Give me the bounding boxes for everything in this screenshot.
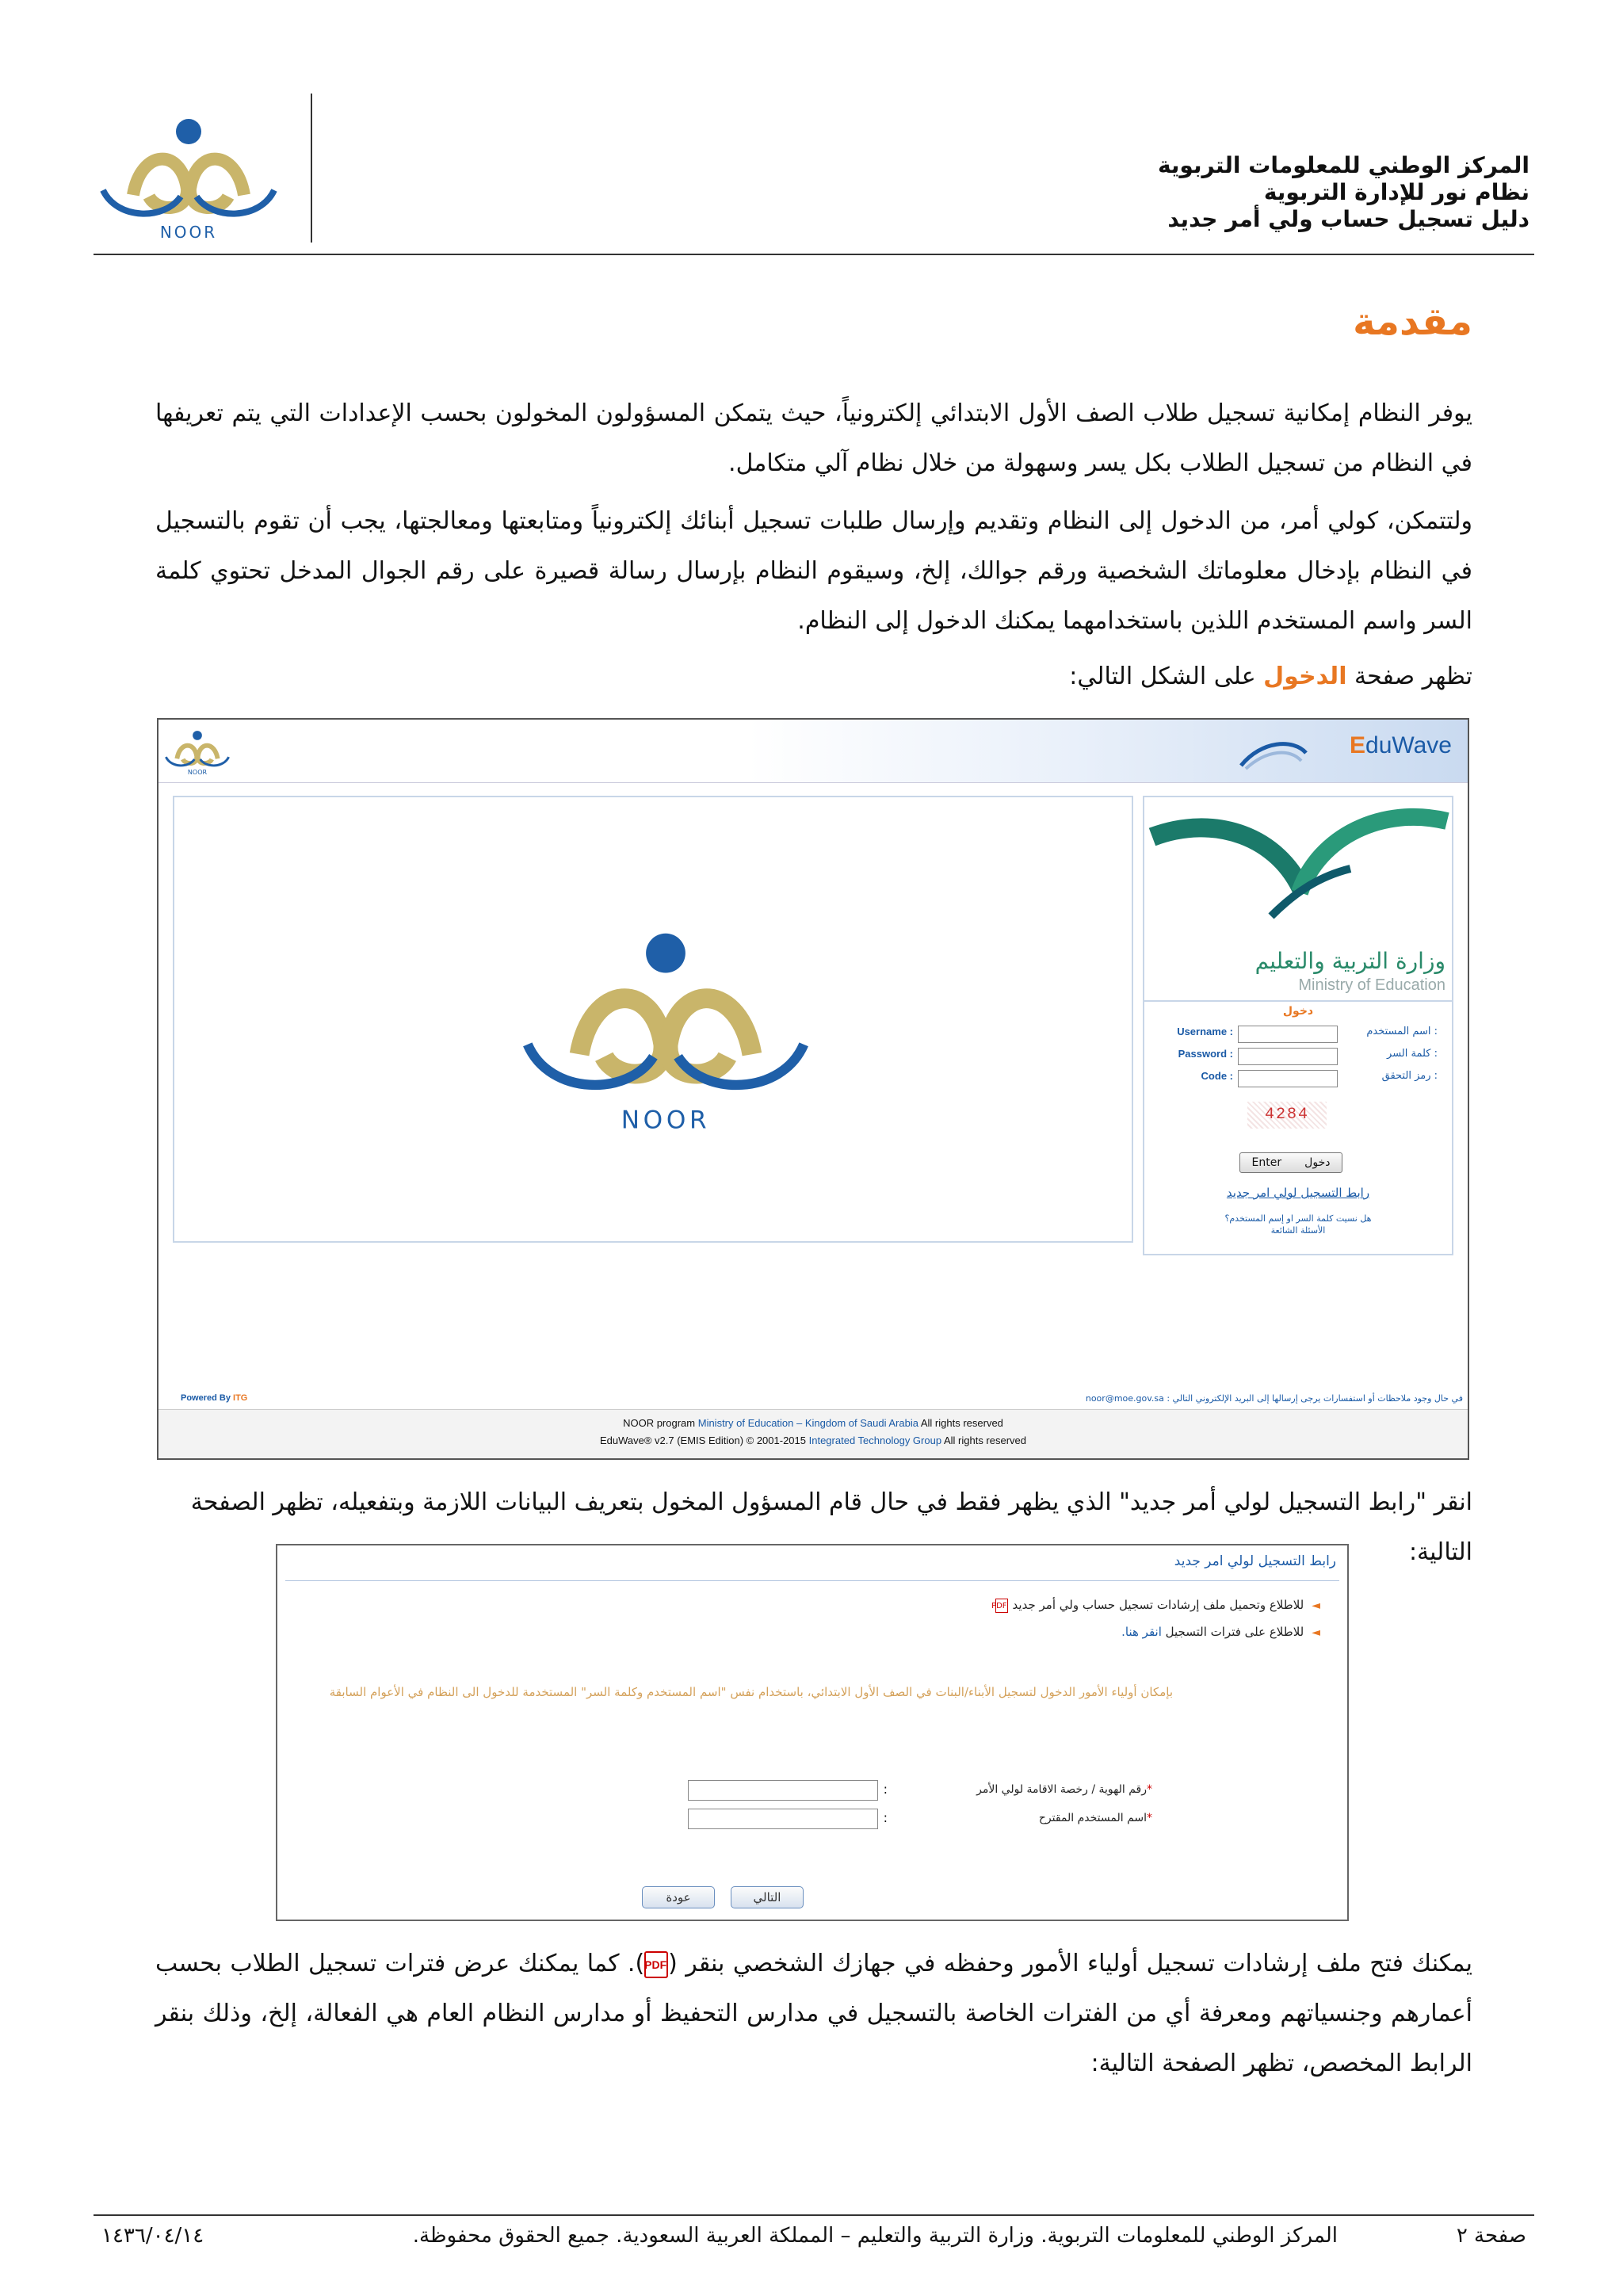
id-field-text: رقم الهوية / رخصة الاقامة لولي الأمر (976, 1783, 1147, 1796)
forgot-password-link[interactable]: هل نسيت كلمة السر او إسم المستخدم؟ (1224, 1213, 1372, 1224)
id-field-label (976, 1783, 1152, 1796)
arrow-left-icon: ◄ (1312, 1626, 1320, 1639)
registration-page-screenshot (276, 1544, 1349, 1921)
intro-paragraph-1: يوفر النظام إمكانية تسجيل طلاب الصف الأول الابتدائي إلكترونياً، حيث يتمكن المسؤولون المخولون بحسب الإعدادات التي يتم تعريفها في النظام من تسجيل الطلاب بكل يسر وسهولة من خلال نظام آلي متكامل. (155, 399, 1472, 477)
small-noor-text: NOOR (187, 769, 208, 777)
username-row (1149, 1026, 1447, 1045)
header-title-guide: دليل تسجيل حساب ولي أمر جديد (1167, 206, 1529, 232)
noor-logo-pane (173, 796, 1133, 1243)
closing-paragraph (155, 1939, 1472, 2088)
footer-line-1 (158, 1415, 1468, 1432)
login-form (1144, 1000, 1452, 1255)
noor-logo-icon (94, 101, 284, 244)
pdf-icon: PDF (644, 1951, 668, 1978)
username-field-label (1039, 1812, 1152, 1824)
returning-parents-note: بإمكان أولياء الأمور الدخول لتسجيل الأبناء/البنات في الصف الأول الابتدائي، باستخدام نفس "اسم المستخدم وكلمة السر" المستخدمة للدخول الى النظام في الأعوام السابقة (329, 1685, 1173, 1699)
big-noor-logo-icon (515, 916, 816, 1138)
arrow-left-icon: ◄ (1312, 1599, 1320, 1612)
new-guardian-registration-link[interactable]: رابط التسجيل لولي امر جديد (1226, 1186, 1370, 1200)
back-button[interactable]: عودة (642, 1886, 715, 1908)
forgot-links (1144, 1213, 1452, 1236)
faq-link[interactable]: الأسئلة الشائعة (1270, 1225, 1326, 1236)
intro-paragraph-2: ولتتمكن، كولي أمر، من الدخول إلى النظام وتقديم وإرسال طلبات تسجيل أبنائك إلكترونياً ومتابعتها ومعالجتها، يجب أن تقوم بالتسجيل في النظام بإدخال معلوماتك الشخصية ورقم جوالك، إلخ، وسيقوم النظام بإرسال رسالة قصيرة على رقم الجوال المدخل تحتوي كلمة السر واسم المستخدم اللذين باستخدامهما يمكنك الدخول إلى النظام. (155, 507, 1472, 635)
guide-download-text: للاطلاع وتحميل ملف إرشادات تسجيل حساب ولي أمر جديد (1012, 1598, 1304, 1612)
next-button[interactable]: التالي (731, 1886, 804, 1908)
click-here-link[interactable]: انقر هنا. (1121, 1625, 1162, 1639)
header-divider (311, 94, 312, 243)
login-side-pane (1143, 796, 1453, 1255)
required-mark: * (1147, 1812, 1152, 1824)
suggested-username-input[interactable] (688, 1809, 878, 1829)
colon: : (883, 1782, 888, 1797)
login-form-title: دخول (1282, 1005, 1314, 1018)
login-page-screenshot (157, 718, 1469, 1460)
instruction-paragraph: انقر "رابط التسجيل لولي أمر جديد" الذي يظهر فقط في حال قام المسؤول المخول بتعريف البيانات اللازمة وبتفعيله، تظهر الصفحة التالية: (190, 1488, 1472, 1566)
moe-logo-icon (1144, 797, 1455, 940)
eduwave-rest: duWave (1365, 732, 1452, 758)
footer1-rights: All rights reserved (920, 1417, 1003, 1429)
code-label-en: Code : (1201, 1070, 1233, 1082)
header-title-system: نظام نور للإدارة التربوية (1263, 179, 1529, 205)
big-noor-text: NOOR (621, 1106, 711, 1135)
small-noor-logo-icon (162, 724, 233, 777)
intro-paragraph-3 (155, 651, 1472, 701)
para3-after: على الشكل التالي: (1069, 663, 1264, 690)
password-label-ar: : كلمة السر (1387, 1048, 1438, 1060)
login-footer (158, 1409, 1468, 1460)
registration-periods-text: للاطلاع على فترات التسجيل (1165, 1625, 1304, 1639)
login-highlight: الدخول (1263, 663, 1347, 690)
username-field-text: اسم المستخدم المقترح (1038, 1812, 1147, 1824)
title-divider (285, 1580, 1339, 1581)
header-titles (1158, 152, 1529, 233)
guardian-id-input[interactable] (688, 1780, 878, 1801)
enter-button-en: Enter (1251, 1156, 1282, 1169)
registration-page-title: رابط التسجيل لولي امر جديد (1174, 1553, 1336, 1569)
header-rule (94, 254, 1534, 255)
registration-periods-item (1121, 1625, 1320, 1639)
code-label-ar: : رمز التحقق (1381, 1070, 1438, 1082)
username-label-en: Username : (1177, 1026, 1233, 1037)
password-row (1149, 1048, 1447, 1067)
page-header (94, 86, 1534, 258)
footer2-rights: All rights reserved (943, 1435, 1027, 1446)
colon: : (883, 1810, 888, 1825)
page-number: صفحة ٢ (1456, 2224, 1526, 2248)
footer-line-2 (158, 1432, 1468, 1450)
eduwave-logo (1350, 732, 1452, 759)
footer2-company[interactable]: Integrated Technology Group (808, 1435, 942, 1446)
header-title-center: المركز الوطني للمعلومات التربوية (1157, 152, 1529, 178)
username-label-ar: : اسم المستخدم (1366, 1026, 1438, 1037)
contact-email-text: في حال وجود ملاحظات أو استفسارات يرجى إرسالها إلى البريد الإلكتروني التالي : noor@moe.gov.sa (1085, 1393, 1463, 1404)
code-row (1149, 1070, 1447, 1089)
captcha-image: 4284 (1247, 1102, 1327, 1129)
footer1-program: NOOR program (623, 1417, 696, 1429)
section-title: مقدمة (1353, 300, 1472, 344)
para3-before: تظهر صفحة (1346, 663, 1472, 690)
username-input[interactable] (1238, 1026, 1338, 1043)
powered-brand: ITG (233, 1393, 248, 1403)
moe-arabic-name: وزارة التربية والتعليم (1254, 948, 1445, 974)
footer2-version: EduWave® v2.7 (EMIS Edition) © 2001-2015 (599, 1435, 806, 1446)
closing-before: يمكنك فتح ملف إرشادات تسجيل أولياء الأمور وحفظه في جهازك الشخصي بنقر ( (668, 1950, 1473, 1977)
password-input[interactable] (1238, 1048, 1338, 1065)
moe-english-name: Ministry of Education (1298, 976, 1445, 994)
footer1-ministry[interactable]: Ministry of Education – Kingdom of Saudi Arabia (697, 1417, 918, 1429)
login-top-banner (158, 720, 1468, 783)
enter-button[interactable] (1239, 1152, 1342, 1173)
footer-date: ١٤٣٦/٠٤/١٤ (101, 2224, 204, 2248)
guide-download-item[interactable] (991, 1598, 1320, 1613)
closing-after: ). كما يمكنك عرض فترات تسجيل الطلاب بحسب أعمارهم وجنسياتهم ومعرفة أي من الفترات الخاصة بالتسجيل في مدارس التحفيظ أو مدارس النظام العام هي الفعالة، إلخ، وذلك بنقر الرابط المخصص، تظهر الصفحة التالية: (155, 1950, 1472, 2077)
enter-button-ar: دخول (1304, 1156, 1331, 1169)
page-footer (94, 2224, 1534, 2256)
required-mark: * (1147, 1783, 1152, 1796)
eduwave-e: E (1350, 732, 1366, 758)
contact-bar (158, 1392, 1468, 1406)
powered-by (181, 1393, 247, 1403)
powered-prefix: Powered By (181, 1393, 231, 1403)
noor-logo-text: NOOR (159, 223, 218, 242)
copyright-text: المركز الوطني للمعلومات التربوية. وزارة التربية والتعليم – المملكة العربية السعودية. جميع الحقوق محفوظة. (412, 2224, 1338, 2248)
pdf-icon[interactable]: PDF (995, 1599, 1008, 1613)
swoosh-icon (1238, 737, 1309, 772)
code-input[interactable] (1238, 1070, 1338, 1087)
footer-rule (94, 2214, 1534, 2216)
password-label-en: Password : (1178, 1048, 1233, 1060)
